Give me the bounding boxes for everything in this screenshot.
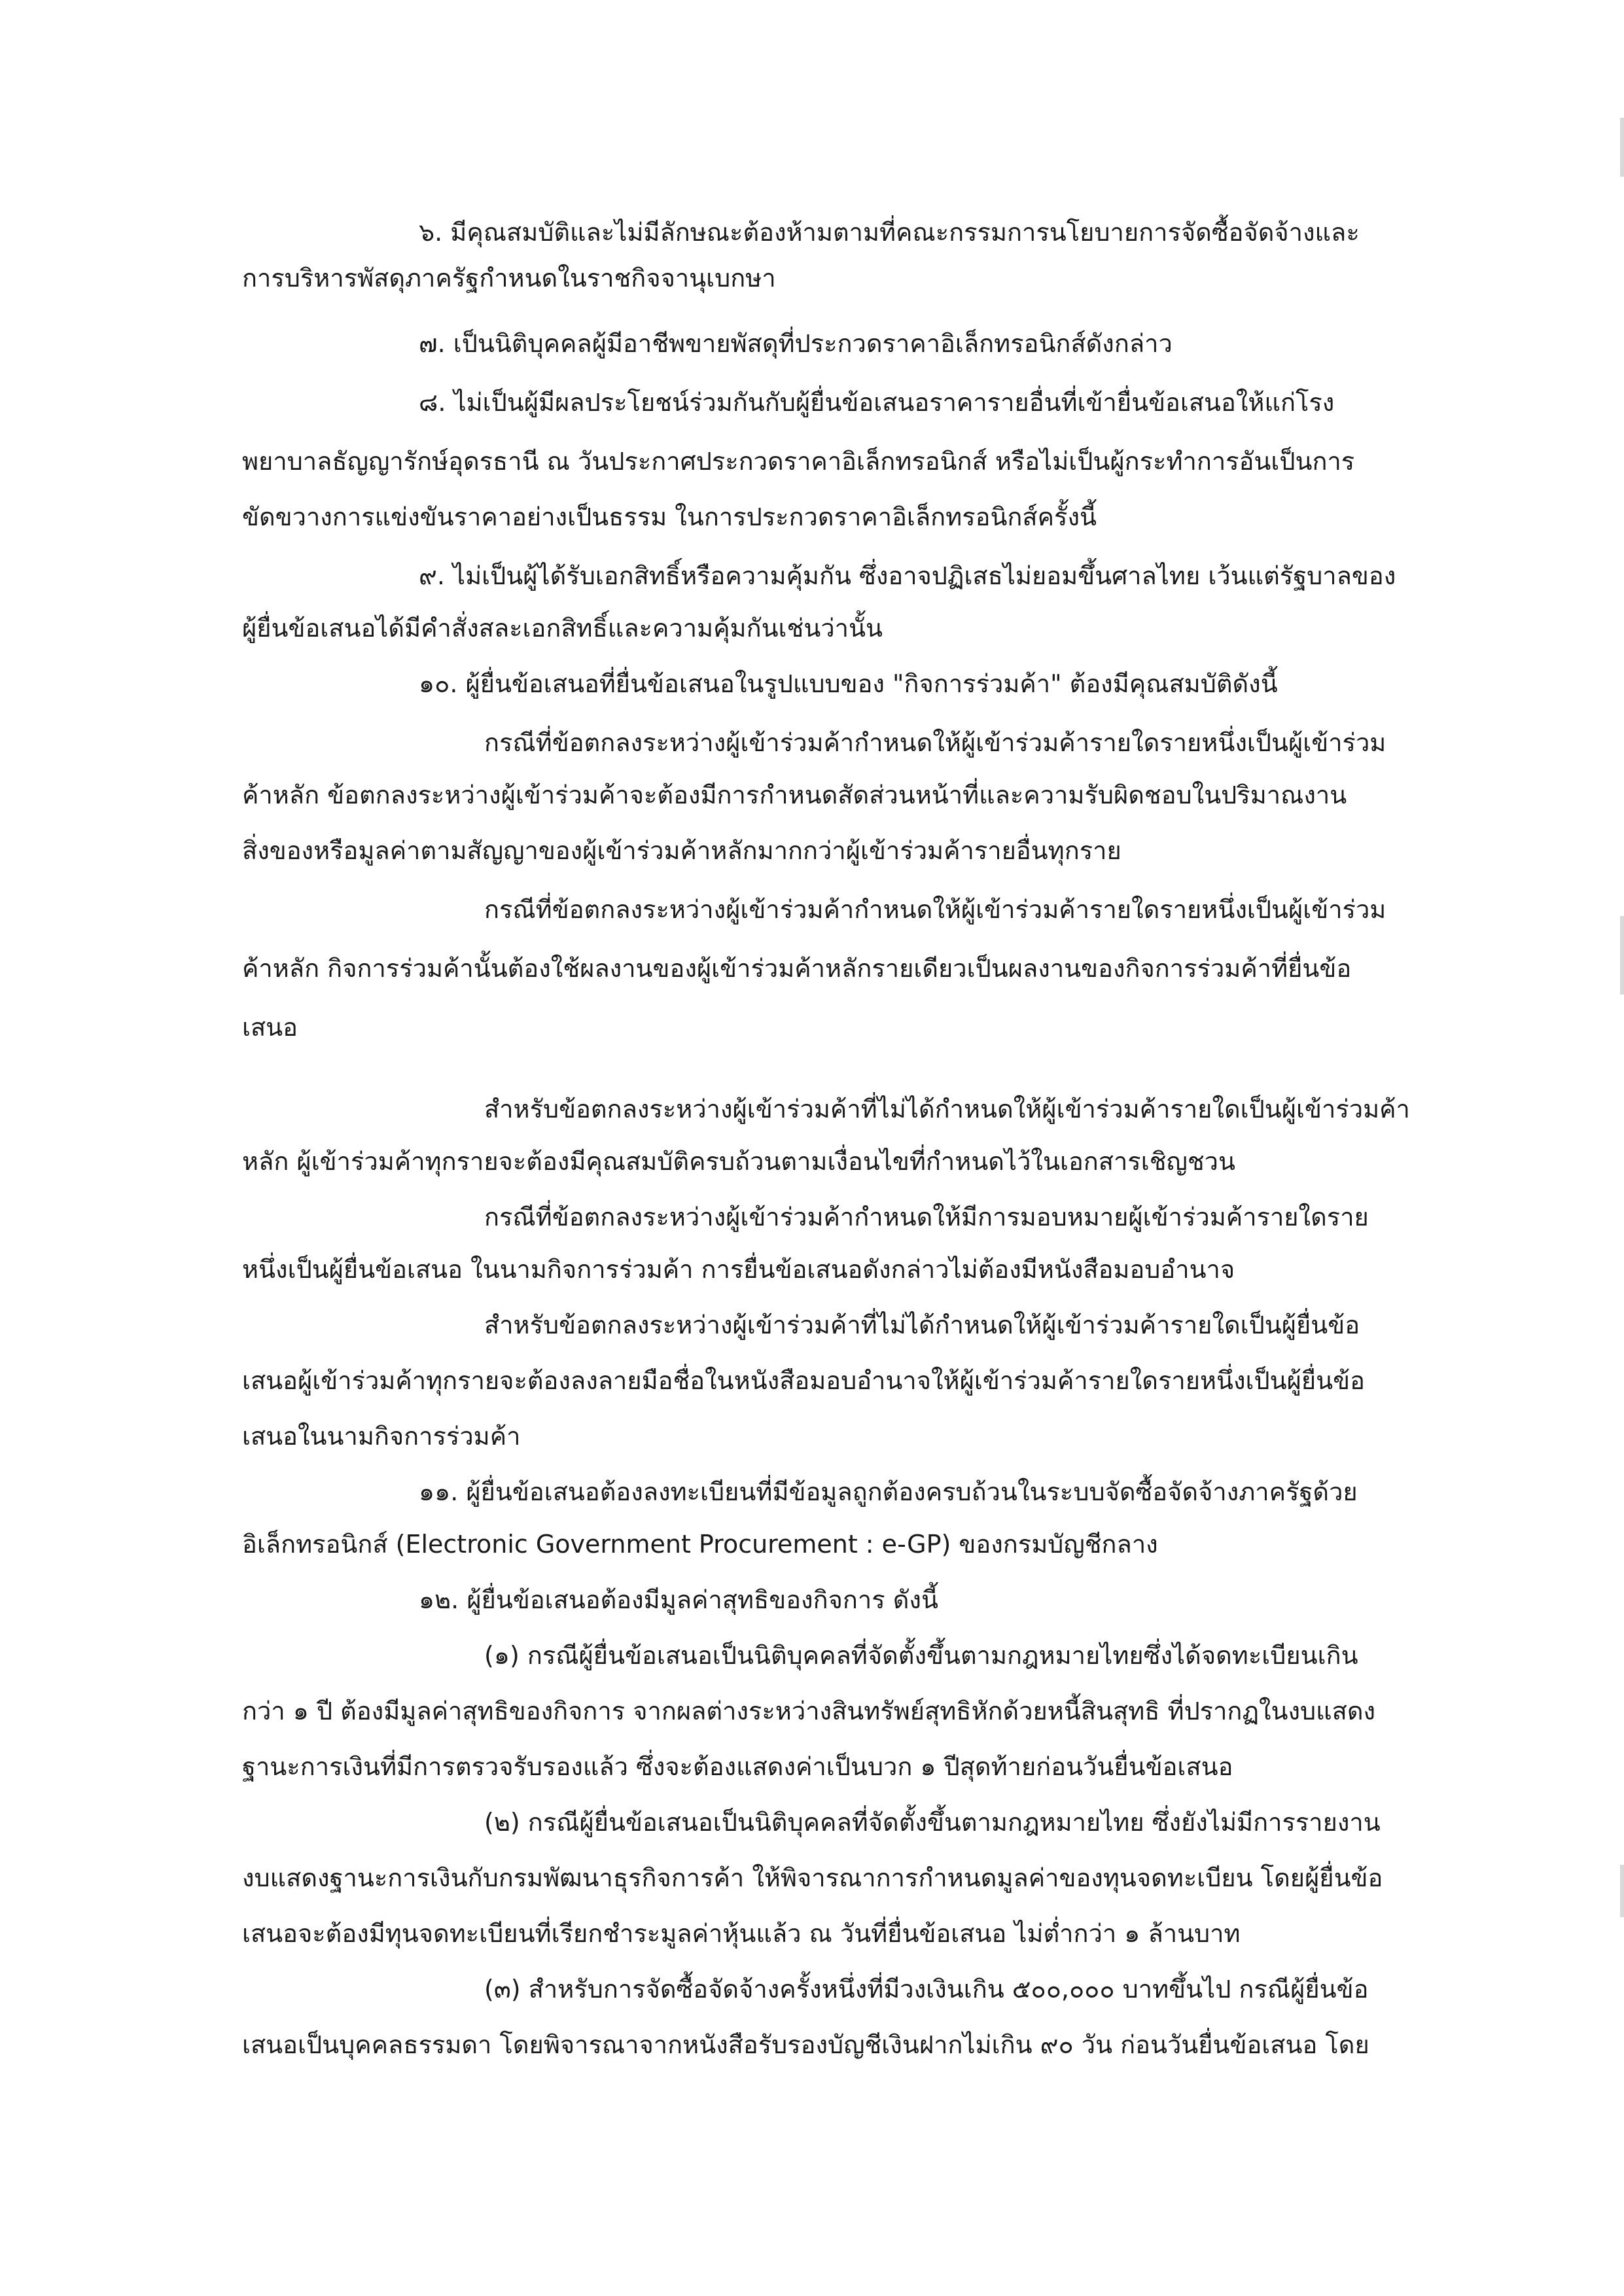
clause-12-2-line-3: เสนอจะต้องมีทุนจดทะเบียนที่เรียกชำระมูลค่าหุ้นแล้ว ณ วันที่ยื่นข้อเสนอ ไม่ต่ำกว่า ๑ ล้านบาท bbox=[242, 1919, 1241, 1948]
clause-10-para-5-line-1: สำหรับข้อตกลงระหว่างผู้เข้าร่วมค้าที่ไม่ได้กำหนดให้ผู้เข้าร่วมค้ารายใดเป็นผู้ยื่นข้อ bbox=[484, 1311, 1360, 1339]
clause-9-line-1: ๙. ไม่เป็นผู้ได้รับเอกสิทธิ์หรือความคุ้มกัน ซึ่งอาจปฏิเสธไม่ยอมขึ้นศาลไทย เว้นแต่รัฐบาลของ bbox=[419, 561, 1396, 590]
clause-10-para-2-line-1: กรณีที่ข้อตกลงระหว่างผู้เข้าร่วมค้ากำหนดให้ผู้เข้าร่วมค้ารายใดรายหนึ่งเป็นผู้เข้าร่วม bbox=[484, 895, 1386, 924]
clause-10-para-5-line-3: เสนอในนามกิจการร่วมค้า bbox=[242, 1422, 521, 1451]
clause-12-line-1: ๑๒. ผู้ยื่นข้อเสนอต้องมีมูลค่าสุทธิของกิจการ ดังนี้ bbox=[419, 1585, 938, 1614]
clause-10-para-4-line-2: หนึ่งเป็นผู้ยื่นข้อเสนอ ในนามกิจการร่วมค้า การยื่นข้อเสนอดังกล่าวไม่ต้องมีหนังสือมอบอำนาจ bbox=[242, 1255, 1235, 1284]
scan-edge-mark bbox=[1620, 916, 1624, 995]
clause-7-line-1: ๗. เป็นนิติบุคคลผู้มีอาชีพขายพัสดุที่ประกวดราคาอิเล็กทรอนิกส์ดังกล่าว bbox=[419, 329, 1173, 358]
clause-12-3-line-1: (๓) สำหรับการจัดซื้อจัดจ้างครั้งหนึ่งที่มีวงเงินเกิน ๕๐๐,๐๐๐ บาทขึ้นไป กรณีผู้ยื่นข้อ bbox=[484, 1975, 1369, 2004]
clause-6-line-2: การบริหารพัสดุภาครัฐกำหนดในราชกิจจานุเบกษา bbox=[242, 264, 776, 292]
clause-9-line-2: ผู้ยื่นข้อเสนอได้มีคำสั่งสละเอกสิทธิ์และความคุ้มกันเช่นว่านั้น bbox=[242, 614, 883, 643]
scan-edge-mark bbox=[1620, 118, 1624, 177]
clause-10-para-3-line-2: หลัก ผู้เข้าร่วมค้าทุกรายจะต้องมีคุณสมบัติครบถ้วนตามเงื่อนไขที่กำหนดไว้ในเอกสารเชิญชวน bbox=[242, 1147, 1235, 1176]
clause-12-2-line-1: (๒) กรณีผู้ยื่นข้อเสนอเป็นนิติบุคคลที่จัดตั้งขึ้นตามกฎหมายไทย ซึ่งยังไม่มีการรายงาน bbox=[484, 1808, 1381, 1837]
clause-8-line-2: พยาบาลธัญญารักษ์อุดรธานี ณ วันประกาศประกวดราคาอิเล็กทรอนิกส์ หรือไม่เป็นผู้กระทำการอันเป็นการ bbox=[242, 447, 1355, 476]
clause-10-para-2-line-2: ค้าหลัก กิจการร่วมค้านั้นต้องใช้ผลงานของผู้เข้าร่วมค้าหลักรายเดียวเป็นผลงานของกิจการร่วมค้าที่ยื่นข้อ bbox=[242, 954, 1352, 983]
clause-11-line-2: อิเล็กทรอนิกส์ (Electronic Government Procurement : e-GP) ของกรมบัญชีกลาง bbox=[242, 1530, 1158, 1559]
clause-8-line-3: ขัดขวางการแข่งขันราคาอย่างเป็นธรรม ในการประกวดราคาอิเล็กทรอนิกส์ครั้งนี้ bbox=[242, 503, 1097, 531]
clause-12-1-line-1: (๑) กรณีผู้ยื่นข้อเสนอเป็นนิติบุคคลที่จัดตั้งขึ้นตามกฎหมายไทยซึ่งได้จดทะเบียนเกิน bbox=[484, 1641, 1358, 1670]
clause-12-2-line-2: งบแสดงฐานะการเงินกับกรมพัฒนาธุรกิจการค้า ให้พิจารณาการกำหนดมูลค่าของทุนจดทะเบียน โดยผู้ยื่นข้อ bbox=[242, 1863, 1383, 1892]
clause-10-para-5-line-2: เสนอผู้เข้าร่วมค้าทุกรายจะต้องลงลายมือชื่อในหนังสือมอบอำนาจให้ผู้เข้าร่วมค้ารายใดรายหนึ่งเป็นผู้ยื่นข้อ bbox=[242, 1366, 1365, 1395]
clause-10-para-1-line-2: ค้าหลัก ข้อตกลงระหว่างผู้เข้าร่วมค้าจะต้องมีการกำหนดสัดส่วนหน้าที่และความรับผิดชอบในปริมาณงาน bbox=[242, 781, 1347, 809]
clause-10-para-3-line-1: สำหรับข้อตกลงระหว่างผู้เข้าร่วมค้าที่ไม่ได้กำหนดให้ผู้เข้าร่วมค้ารายใดเป็นผู้เข้าร่วมค้า bbox=[484, 1095, 1410, 1123]
clause-8-line-1: ๘. ไม่เป็นผู้มีผลประโยชน์ร่วมกันกับผู้ยื่นข้อเสนอราคารายอื่นที่เข้ายื่นข้อเสนอให้แก่โรง bbox=[419, 388, 1335, 417]
clause-10-para-2-line-3: เสนอ bbox=[242, 1013, 298, 1042]
clause-12-1-line-2: กว่า ๑ ปี ต้องมีมูลค่าสุทธิของกิจการ จากผลต่างระหว่างสินทรัพย์สุทธิหักด้วยหนี้สินสุทธิ ที่ปรากฏในงบแสดง bbox=[242, 1697, 1376, 1725]
clause-10-line-1: ๑๐. ผู้ยื่นข้อเสนอที่ยื่นข้อเสนอในรูปแบบของ "กิจการร่วมค้า" ต้องมีคุณสมบัติดังนี้ bbox=[419, 669, 1278, 698]
clause-12-1-line-3: ฐานะการเงินที่มีการตรวจรับรองแล้ว ซึ่งจะต้องแสดงค่าเป็นบวก ๑ ปีสุดท้ายก่อนวันยื่นข้อเสนอ bbox=[242, 1752, 1233, 1781]
clause-10-para-1-line-3: สิ่งของหรือมูลค่าตามสัญญาของผู้เข้าร่วมค้าหลักมากกว่าผู้เข้าร่วมค้ารายอื่นทุกราย bbox=[242, 836, 1121, 865]
clause-12-3-line-2: เสนอเป็นบุคคลธรรมดา โดยพิจารณาจากหนังสือรับรองบัญชีเงินฝากไม่เกิน ๙๐ วัน ก่อนวันยื่นข้อเสนอ โดย bbox=[242, 2030, 1369, 2059]
clause-10-para-4-line-1: กรณีที่ข้อตกลงระหว่างผู้เข้าร่วมค้ากำหนดให้มีการมอบหมายผู้เข้าร่วมค้ารายใดราย bbox=[484, 1203, 1369, 1231]
clause-6-line-1: ๖. มีคุณสมบัติและไม่มีลักษณะต้องห้ามตามที่คณะกรรมการนโยบายการจัดซื้อจัดจ้างและ bbox=[419, 218, 1360, 247]
clause-11-line-1: ๑๑. ผู้ยื่นข้อเสนอต้องลงทะเบียนที่มีข้อมูลถูกต้องครบถ้วนในระบบจัดซื้อจัดจ้างภาครัฐด้วย bbox=[419, 1477, 1358, 1506]
clause-10-para-1-line-1: กรณีที่ข้อตกลงระหว่างผู้เข้าร่วมค้ากำหนดให้ผู้เข้าร่วมค้ารายใดรายหนึ่งเป็นผู้เข้าร่วม bbox=[484, 728, 1386, 757]
scan-edge-mark bbox=[1620, 1865, 1624, 1917]
